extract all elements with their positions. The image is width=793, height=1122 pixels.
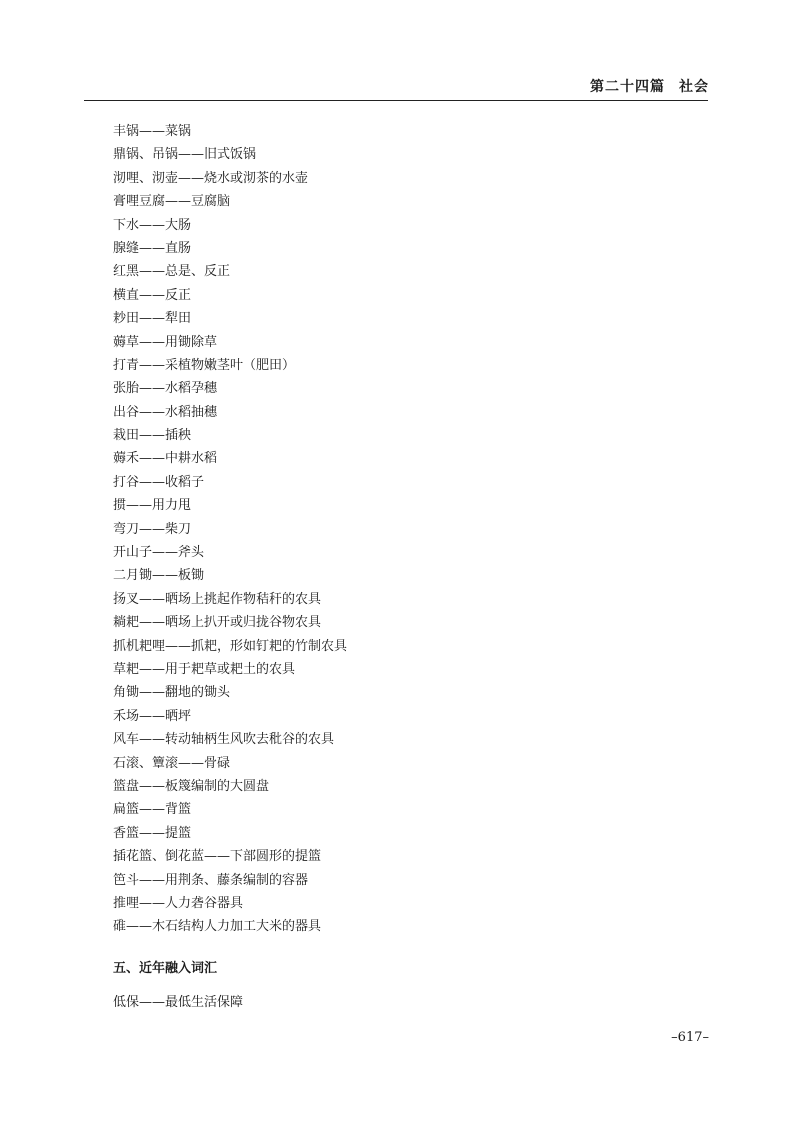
section-label: 社会 bbox=[679, 79, 709, 95]
glossary-entry: 香篮——提篮 bbox=[113, 825, 192, 841]
glossary-entry: 薅草——用锄除草 bbox=[113, 334, 218, 350]
glossary-entry: 打谷——收稻子 bbox=[113, 474, 205, 490]
glossary-entry: 丰锅——菜锅 bbox=[113, 124, 192, 139]
glossary-entry: 横直——反正 bbox=[113, 287, 192, 303]
header-rule bbox=[84, 100, 708, 101]
glossary-entry: 插花篮、倒花蓝——下部圆形的提篮 bbox=[113, 849, 322, 865]
glossary-entry: 腺缝——直肠 bbox=[113, 240, 192, 256]
glossary-entry: 栽田——插秧 bbox=[113, 428, 192, 444]
glossary-entry: 篮盘——板篾编制的大圆盘 bbox=[113, 778, 270, 794]
glossary-entry: 笆斗——用荆条、藤条编制的容器 bbox=[113, 872, 309, 888]
glossary-entry: 红黑——总是、反正 bbox=[113, 264, 231, 280]
glossary-entry: 碓——木石结构人力加工大米的器具 bbox=[113, 919, 322, 935]
glossary-entry: 打青——采植物嫩茎叶（肥田） bbox=[113, 357, 296, 373]
glossary-list bbox=[113, 120, 347, 939]
glossary-entry: 扁篮——背篮 bbox=[113, 802, 192, 818]
glossary-entry: 二月锄——板锄 bbox=[113, 568, 205, 584]
glossary-entry: 草耙——用于耙草或耙土的农具 bbox=[113, 661, 296, 677]
glossary-entry: 掼——用力甩 bbox=[113, 498, 192, 514]
glossary-entry: 耖田——犁田 bbox=[113, 311, 192, 327]
page-number: –617– bbox=[671, 1030, 709, 1045]
glossary-entry: 风车——转动轴柄生风吹去秕谷的农具 bbox=[113, 732, 335, 748]
chapter-label: 第二十四篇 bbox=[590, 79, 665, 95]
glossary-entry: 抓机耙哩——抓耙，形如钉耙的竹制农具 bbox=[113, 638, 348, 654]
glossary-entry: 禾场——晒坪 bbox=[113, 708, 192, 724]
glossary-entry: 弯刀——柴刀 bbox=[113, 521, 192, 537]
glossary-entry: 扬叉——晒场上挑起作物秸秆的农具 bbox=[113, 591, 322, 607]
glossary-entry: 推哩——人力砻谷器具 bbox=[113, 895, 244, 911]
glossary-entry: 开山子——斧头 bbox=[113, 545, 205, 561]
section-heading: 五、近年融入词汇 bbox=[113, 961, 218, 976]
glossary-entry: 沏哩、沏壶——烧水或沏茶的水壶 bbox=[113, 170, 309, 186]
glossary-entry: 薅禾——中耕水稻 bbox=[113, 451, 218, 467]
glossary-entry: 出谷——水稻抽穗 bbox=[113, 404, 218, 420]
glossary-entry: 下水——大肠 bbox=[113, 217, 192, 233]
glossary-entry: 耥耙——晒场上扒开或归拢谷物农具 bbox=[113, 615, 322, 631]
glossary-entry: 低保——最低生活保障 bbox=[113, 995, 244, 1010]
glossary-entry: 张胎——水稻孕穗 bbox=[113, 381, 218, 397]
glossary-entry: 角锄——翻地的锄头 bbox=[113, 685, 231, 701]
running-header bbox=[590, 76, 709, 96]
glossary-entry: 石滚、簟滚——骨碌 bbox=[113, 755, 231, 771]
glossary-entry: 鼎锅、吊锅——旧式饭锅 bbox=[113, 147, 257, 163]
glossary-entry: 膏哩豆腐——豆腐脑 bbox=[113, 194, 231, 210]
